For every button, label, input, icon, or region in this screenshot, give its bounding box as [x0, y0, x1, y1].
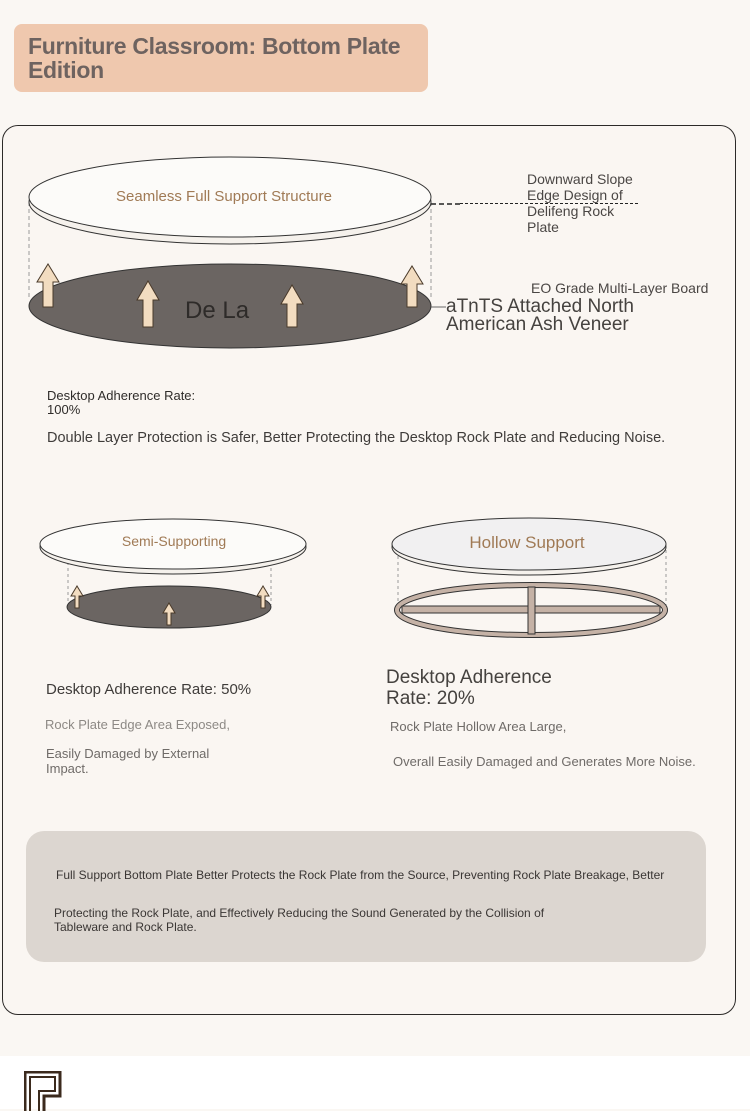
brand-text: De La: [185, 297, 250, 324]
hollow-rate-line-1: Desktop Adherence: [386, 667, 552, 688]
hollow-label: Hollow Support: [469, 533, 585, 552]
summary-line-2: [54, 906, 544, 934]
semi-support-diagram: [30, 510, 320, 635]
semi-label: Semi-Supporting: [121, 533, 227, 549]
callout-board: EO Grade Multi-Layer Board: [531, 280, 709, 296]
full-rate-value: 100%: [47, 402, 81, 417]
summary-box: [26, 831, 706, 962]
callout-edge-design: [527, 171, 633, 235]
semi-rate: Desktop Adherence Rate: 50%: [46, 681, 252, 698]
footer: [0, 1056, 750, 1109]
full-rate-label: Desktop Adherence Rate:: [47, 388, 196, 403]
callout-line-1: Downward Slope: [527, 171, 633, 187]
semi-desc-2-line-1: Easily Damaged by External: [46, 746, 210, 761]
callout-line-3: Delifeng Rock: [527, 203, 615, 219]
full-description: Double Layer Protection is Safer, Better Protecting the Desktop Rock Plate and Reducing Noise.: [47, 430, 666, 446]
semi-desc-2: [46, 746, 209, 776]
summary-line-2b: Tableware and Rock Plate.: [54, 920, 197, 934]
hollow-support-diagram: [390, 510, 675, 640]
callout-line-2: Edge Design of: [527, 187, 623, 203]
callout-veneer-line-1: aTnTS Attached North: [446, 296, 634, 317]
callout-line-4: Plate: [527, 219, 559, 235]
hollow-desc-2: Overall Easily Damaged and Generates More Noise.: [393, 754, 696, 769]
full-rate: [47, 389, 195, 417]
summary-line-2a: Protecting the Rock Plate, and Effectively Reducing the Sound Generated by the Collision of: [54, 906, 545, 920]
callout-veneer-line-2: American Ash Veneer: [446, 314, 629, 335]
semi-desc-2-line-2: Impact.: [46, 761, 89, 776]
summary-line-1: Full Support Bottom Plate Better Protects the Rock Plate from the Source, Preventing Rock Plate Breakage, Better: [56, 868, 665, 882]
callout-veneer: [446, 298, 634, 334]
plate-label: Seamless Full Support Structure: [116, 188, 332, 205]
full-support-diagram: [0, 150, 460, 360]
brand-logo-icon: [24, 1071, 64, 1111]
page-title: Furniture Classroom: Bottom Plate Edition: [28, 33, 401, 83]
hollow-rate: [386, 667, 552, 709]
hollow-rate-line-2: Rate: 20%: [386, 688, 475, 709]
hollow-desc-1: Rock Plate Hollow Area Large,: [390, 719, 567, 734]
semi-desc-1: Rock Plate Edge Area Exposed,: [45, 717, 231, 732]
